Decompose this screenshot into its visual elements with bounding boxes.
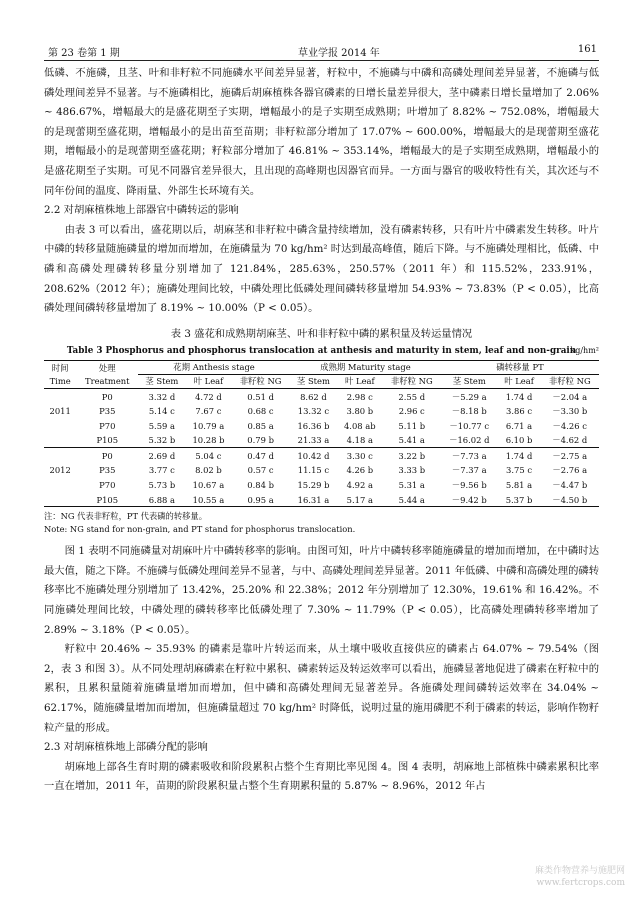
value-cell: 0.51 d bbox=[247, 391, 274, 402]
value-cell: 6.88 a bbox=[148, 494, 176, 505]
col-ng-1: 非籽粒 NG bbox=[231, 374, 289, 388]
col-stem-1: 茎 Stem bbox=[138, 374, 185, 388]
value-cell: 3.30 c bbox=[346, 450, 373, 461]
value-cell: 5.31 a bbox=[398, 480, 425, 491]
value-cell: 8.62 d bbox=[300, 391, 327, 402]
value-cell: 10.79 a bbox=[192, 420, 225, 431]
treatment-cell: P105 bbox=[96, 435, 119, 446]
table-note-en: Note: NG stand for non-grain, and PT stand for phosphorus translocation. bbox=[44, 524, 356, 535]
header-time-en: Time bbox=[49, 375, 71, 386]
value-cell: 0.68 c bbox=[247, 406, 274, 417]
value-cell: 10.28 b bbox=[192, 435, 225, 446]
treatment-cell: P105 bbox=[96, 494, 119, 505]
value-cell: －3.30 b bbox=[552, 406, 588, 417]
value-cell: －9.56 b bbox=[451, 480, 487, 491]
table-group-2012 bbox=[44, 447, 599, 506]
paragraph-3: 图 1 表明不同施磷量对胡麻叶片中磷转移率的影响。由图可知，叶片中磷转移率随施磷量的增加而增加，在中磷时达最大值，随之下降。不施磷与低磷处理间差异不显著，与中、高磷处理间差异显著。2011 年低磷、中磷和高磷处理的磷转移率比不施磷处理分别增加了 13.42%，25.20% 和 22.38%；2012 年分别增加了 12.30%，19.61% 和 16.42%。不同施磷处理间比较，中磷处理的磷转移率比低磷处理了 7.30% ~ 11.79%（P < 0.05），比高磷处理磷转移率增加了 2.89% ~ 3.18%（P < 0.05）。 bbox=[44, 545, 599, 636]
value-cell: －7.73 a bbox=[451, 450, 487, 461]
value-cell: 3.80 b bbox=[346, 406, 374, 417]
paragraph-2: 由表 3 可以看出，盛花期以后，胡麻茎和非籽粒中磷含量持续增加，没有磷素转移，只有叶片中磷素发生转移。叶片中磷的转移量随施磷量的增加而增加，在施磷量为 70 kg/hm² 时达到最高峰值，随后下降。与不施磷处理相比，低磷、中磷和高磷处理磷转移量分别增加了 121.84%，285.63%，250.57%（2011 年）和 115.52%，233.91%，208.62%（2012 年）；施磷处理间比较，中磷处理比低磷处理间磷转移量增加 54.93% ~ 73.83%（P < 0.05），比高磷处理间磷转移量增加了 8.19% ~ 10.00%（P < 0.05）。 bbox=[44, 223, 599, 315]
value-cell: 6.10 b bbox=[505, 435, 533, 446]
value-cell: 0.85 a bbox=[247, 420, 274, 431]
value-cell: 5.73 b bbox=[148, 480, 176, 491]
year-cell bbox=[44, 477, 76, 492]
header-time: 时间 bbox=[51, 362, 69, 373]
journal-volume: 第 23 卷第 1 期 bbox=[48, 48, 120, 59]
running-header bbox=[48, 44, 597, 60]
col-stem-3: 茎 Stem bbox=[441, 374, 498, 388]
value-cell: －2.04 a bbox=[552, 391, 588, 402]
value-cell: 5.17 a bbox=[346, 494, 373, 505]
value-cell: 0.57 c bbox=[247, 465, 274, 476]
value-cell: －2.76 a bbox=[552, 465, 588, 476]
value-cell: 16.31 a bbox=[297, 494, 330, 505]
paragraph-1: 低磷、不施磷，且茎、叶和非籽粒不同施磷水平间差异显著，籽粒中，不施磷与中磷和高磷处理间差异显著，不施磷与低磷处理间差异不显著。与不施磷相比，施磷后胡麻植株各器官磷素的日增长量差异很大，茎中磷素日增长量增加了 2.06% ~ 486.67%，增幅最大的是盛花期至子实期，增幅最小的是子实期至成熟期；叶增加了 8.82% ~ 752.08%，增幅最大的是现蕾期至盛花期，增幅最小的是出苗至苗期；非籽粒部分增加了 17.07% ~ 600.00%，增幅最大的是现蕾期至盛花期，增幅最小的是现蕾期至盛花期；籽粒部分增加了 46.81% ~ 353.14%，增幅最大的是子实期至成熟期，增幅最小的是盛花期至子实期。可见不同器官差异很大，且出现的高峰期也因器官而异。一方面与器官的吸收特性有关，其次还与不同年份间的温度、降雨量、外部生长环境有关。 bbox=[44, 67, 599, 197]
value-cell: 5.41 a bbox=[398, 435, 425, 446]
value-cell: 10.67 a bbox=[192, 480, 225, 491]
value-cell: 5.11 b bbox=[398, 420, 426, 431]
value-cell: 5.81 a bbox=[505, 480, 533, 491]
value-cell: 8.02 b bbox=[195, 465, 222, 476]
table-caption-cn: 表 3 盛花和成熟期胡麻茎、叶和非籽粒中磷的累积量及转运量情况 bbox=[170, 327, 473, 340]
treatment-cell: P35 bbox=[99, 406, 116, 417]
value-cell: 10.42 d bbox=[297, 450, 330, 461]
value-cell: 3.33 b bbox=[398, 465, 426, 476]
value-cell: 4.08 ab bbox=[343, 420, 376, 431]
watermark bbox=[535, 865, 625, 889]
treatment-cell: P70 bbox=[99, 480, 116, 491]
value-cell: 5.04 c bbox=[195, 450, 222, 461]
value-cell: 7.67 c bbox=[195, 406, 222, 417]
year-cell bbox=[44, 418, 76, 433]
body-text bbox=[44, 64, 599, 797]
value-cell: 2.98 c bbox=[346, 391, 373, 402]
page-number: 161 bbox=[577, 44, 597, 55]
header-anthesis: 花期 Anthesis stage bbox=[173, 362, 255, 373]
section-heading-2-2: 2.2 对胡麻植株地上部器官中磷转运的影响 bbox=[44, 204, 239, 217]
value-cell: 13.32 c bbox=[297, 406, 330, 417]
value-cell: 10.55 a bbox=[192, 494, 225, 505]
value-cell: －10.77 c bbox=[449, 420, 490, 431]
col-leaf-2: 叶 Leaf bbox=[337, 374, 382, 388]
value-cell: 3.32 d bbox=[148, 391, 176, 402]
table-row bbox=[44, 432, 599, 447]
value-cell: 4.18 a bbox=[346, 435, 373, 446]
value-cell: 2.55 d bbox=[398, 391, 426, 402]
value-cell: 0.79 b bbox=[247, 435, 274, 446]
col-leaf-3: 叶 Leaf bbox=[498, 374, 541, 388]
value-cell: 5.32 b bbox=[148, 435, 176, 446]
table-unit: kg/hm² bbox=[570, 346, 599, 356]
value-cell: 1.74 d bbox=[505, 450, 533, 461]
value-cell: 16.36 b bbox=[297, 420, 330, 431]
treatment-cell: P35 bbox=[99, 465, 116, 476]
value-cell: 3.77 c bbox=[148, 465, 175, 476]
value-cell: －2.75 a bbox=[552, 450, 588, 461]
table-row bbox=[44, 447, 599, 462]
paragraph-5: 胡麻地上部各生育时期的磷素吸收和阶段累积占整个生育期比率见图 4。图 4 表明，胡麻地上部植株中磷素累积比率一直在增加，2011 年，苗期的阶段累积量占整个生育期累积量的 5.87% ~ 8.96%，2012 年占 bbox=[44, 760, 599, 793]
treatment-cell: P0 bbox=[101, 391, 113, 402]
header-treatment-en: Treatment bbox=[84, 375, 130, 386]
value-cell: －9.42 b bbox=[451, 494, 487, 505]
value-cell: 4.92 a bbox=[346, 480, 373, 491]
table-row bbox=[44, 477, 599, 492]
table-caption-en-wrap bbox=[44, 344, 599, 358]
table-row bbox=[44, 492, 599, 507]
value-cell: 4.26 b bbox=[346, 465, 374, 476]
table-note-cn: 注：NG 代表非籽粒，PT 代表磷的转移量。 bbox=[44, 511, 208, 522]
value-cell: 2.69 d bbox=[148, 450, 176, 461]
data-table bbox=[44, 360, 599, 507]
year-cell bbox=[44, 447, 76, 462]
value-cell: －8.18 b bbox=[451, 406, 487, 417]
year-cell bbox=[44, 492, 76, 507]
header-maturity: 成熟期 Maturity stage bbox=[320, 362, 411, 373]
value-cell: 4.72 d bbox=[195, 391, 222, 402]
value-cell: 2.96 c bbox=[398, 406, 425, 417]
section-heading-2-3: 2.3 对胡麻植株地上部磷分配的影响 bbox=[44, 741, 208, 754]
value-cell: 5.14 c bbox=[148, 406, 175, 417]
table-row bbox=[44, 403, 599, 418]
value-cell: －4.50 b bbox=[552, 494, 588, 505]
treatment-cell: P0 bbox=[101, 450, 113, 461]
table-row bbox=[44, 388, 599, 403]
value-cell: 3.22 b bbox=[398, 450, 426, 461]
value-cell: 5.44 a bbox=[398, 494, 425, 505]
paragraph-4: 籽粒中 20.46% ~ 35.93% 的磷素是靠叶片转运而来，从土壤中吸收直接供应的磷素占 64.07% ~ 79.54%（图 2，表 3 和图 3）。从不同处理胡麻磷素在籽粒中累积、磷素转运及转运效率可以看出，施磷显著地促进了磷素在籽粒中的累积，且累积量随着施磷量增加而增加，但中磷和高磷处理间无显著差异。各施磷处理间磷转运效率在 34.04% ~ 62.17%，随施磷量增加而增加，但施磷量超过 70 kg/hm² 时降低，说明过量的施用磷肥不利于磷素的转运，影响作物籽粒产量的形成。 bbox=[44, 643, 599, 734]
value-cell: 5.37 b bbox=[505, 494, 533, 505]
year-cell: 2012 bbox=[49, 465, 71, 476]
value-cell: －4.26 c bbox=[552, 420, 587, 431]
watermark-line-1: 麻类作物营养与施肥网 bbox=[534, 866, 625, 876]
header-rule bbox=[44, 60, 599, 61]
header-pt: 磷转移量 PT bbox=[496, 362, 544, 373]
table-row bbox=[44, 462, 599, 477]
col-ng-3: 非籽粒 NG bbox=[540, 374, 599, 388]
value-cell: 1.74 d bbox=[505, 391, 533, 402]
year-cell: 2011 bbox=[49, 406, 71, 417]
year-cell bbox=[44, 388, 76, 403]
table-row bbox=[44, 418, 599, 433]
value-cell: 6.71 a bbox=[505, 420, 533, 431]
journal-name: 草业学报 2014 年 bbox=[298, 48, 380, 59]
value-cell: －7.37 a bbox=[451, 465, 487, 476]
header-treatment: 处理 bbox=[98, 362, 116, 373]
value-cell: 11.15 c bbox=[297, 465, 330, 476]
value-cell: －4.47 b bbox=[552, 480, 588, 491]
value-cell: 0.84 b bbox=[247, 480, 274, 491]
value-cell: 15.29 b bbox=[297, 480, 330, 491]
table-caption-en: Table 3 Phosphorus and phosphorus translocation at anthesis and maturity in stem, leaf and non-grain bbox=[66, 346, 577, 357]
table-group-2011 bbox=[44, 388, 599, 447]
value-cell: －16.02 d bbox=[449, 435, 490, 446]
value-cell: 0.47 d bbox=[247, 450, 274, 461]
value-cell: －4.62 d bbox=[552, 435, 588, 446]
col-ng-2: 非籽粒 NG bbox=[383, 374, 441, 388]
col-leaf-1: 叶 Leaf bbox=[185, 374, 231, 388]
value-cell: 21.33 a bbox=[297, 435, 330, 446]
value-cell: 5.59 a bbox=[148, 420, 176, 431]
value-cell: 0.95 a bbox=[247, 494, 274, 505]
value-cell: 3.86 c bbox=[506, 406, 533, 417]
value-cell: 3.75 c bbox=[506, 465, 533, 476]
col-stem-2: 茎 Stem bbox=[290, 374, 337, 388]
value-cell: －5.29 a bbox=[451, 391, 487, 402]
treatment-cell: P70 bbox=[99, 420, 116, 431]
watermark-line-2: www.fertcrops.com bbox=[536, 878, 625, 888]
year-cell bbox=[44, 432, 76, 447]
